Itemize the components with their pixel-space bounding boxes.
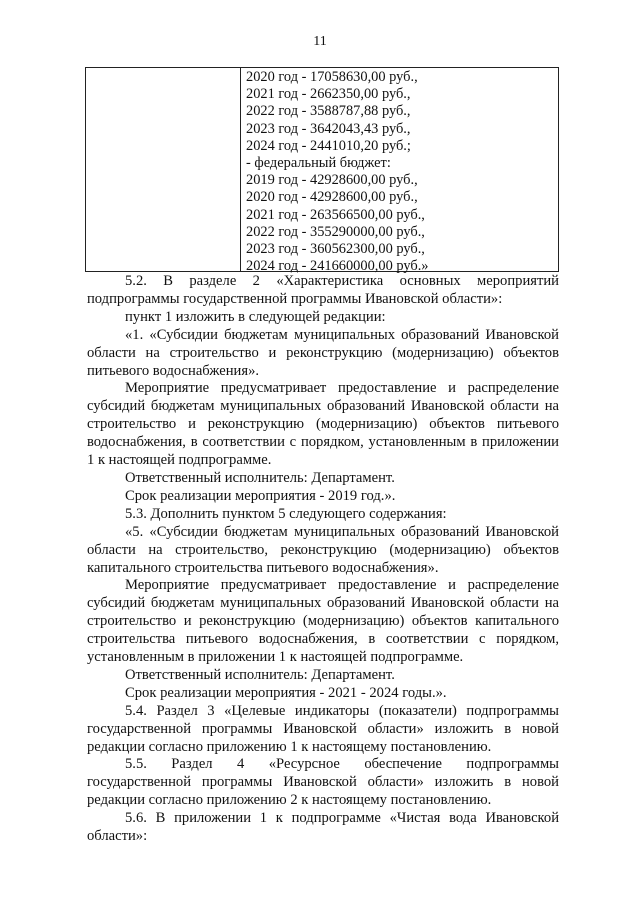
text-line: Ответственный исполнитель: Департамент.	[125, 666, 395, 683]
text-line: 5.6. В приложении 1 к подпрограмме «Чистая вода Ивановской	[125, 810, 559, 827]
table-row: 2020 год - 42928600,00 руб.,	[246, 189, 418, 206]
text-line: строительства питьевого водоснабжения, в соответствии с порядком,	[87, 631, 559, 648]
text-line: «1. «Субсидии бюджетам муниципальных образований Ивановской	[125, 326, 559, 343]
text-line: 5.4. Раздел 3 «Целевые индикаторы (показатели) подпрограммы	[125, 702, 559, 719]
table-left-cell	[86, 68, 241, 271]
text-line: 5.2. В разделе 2 «Характеристика основных мероприятий	[125, 273, 559, 289]
page-number: 11	[313, 34, 327, 49]
text-line: питьевого водоснабжения».	[87, 362, 260, 379]
text-line: области на строительство и реконструкцию (модернизацию) объектов	[87, 344, 559, 361]
table-right-cell	[241, 68, 558, 275]
table-row: 2024 год - 2441010,20 руб.;	[246, 137, 411, 154]
text-line: капитального строительства питьевого водоснабжения».	[87, 559, 439, 576]
text-line: государственной программы Ивановской области» изложить в новой	[87, 774, 559, 791]
text-line: субсидий бюджетам муниципальных образований Ивановской области на	[87, 398, 559, 415]
text-line: Мероприятие предусматривает предоставление и распределение	[125, 577, 559, 594]
text-line: редакции согласно приложению 2 к настоящему постановлению.	[87, 792, 492, 809]
table-row: 2019 год - 42928600,00 руб.,	[246, 172, 418, 189]
table-row: 2023 год - 3642043,43 руб.,	[246, 120, 411, 137]
text-line: государственной программы Ивановской области» изложить в новой	[87, 720, 559, 737]
table-row: 2022 год - 3588787,88 руб.,	[246, 103, 411, 120]
text-line: редакции согласно приложению 1 к настоящему постановлению.	[87, 738, 492, 755]
table-row: 2021 год - 263566500,00 руб.,	[246, 206, 425, 223]
budget-table	[85, 67, 559, 275]
text-line: водоснабжения, в соответствии с порядком, установленным в приложении	[87, 434, 559, 451]
text-line: установленным в приложении 1 к настоящей подпрограмме.	[87, 649, 464, 666]
text-line: пункт 1 изложить в следующей редакции:	[125, 308, 386, 325]
table-row: 2020 год - 17058630,00 руб.,	[246, 69, 418, 85]
document-body	[87, 273, 559, 846]
text-line: субсидий бюджетам муниципальных образований Ивановской области на	[87, 595, 559, 612]
text-line: 1 к настоящей подпрограмме.	[87, 452, 272, 469]
text-line: строительство и реконструкцию (модернизацию) объектов питьевого	[87, 416, 559, 433]
table-row: 2022 год - 355290000,00 руб.,	[246, 223, 425, 240]
text-line: Ответственный исполнитель: Департамент.	[125, 469, 395, 486]
table-row: 2024 год - 241660000,00 руб.»	[246, 258, 429, 275]
table-row: 2023 год - 360562300,00 руб.,	[246, 241, 425, 258]
table-row: - федеральный бюджет:	[246, 155, 391, 172]
text-line: 5.3. Дополнить пунктом 5 следующего содержания:	[125, 505, 447, 522]
text-line: «5. «Субсидии бюджетам муниципальных образований Ивановской	[125, 523, 559, 540]
text-line: области»:	[87, 828, 148, 845]
text-line: 5.5. Раздел 4 «Ресурсное обеспечение подпрограммы	[125, 756, 559, 773]
text-line: области на строительство, реконструкцию (модернизацию) объектов	[87, 541, 559, 558]
text-line: Срок реализации мероприятия - 2019 год.».	[125, 487, 396, 504]
text-line: подпрограммы государственной программы Ивановской области»:	[87, 290, 503, 307]
table-row: 2021 год - 2662350,00 руб.,	[246, 86, 411, 103]
text-line: Срок реализации мероприятия - 2021 - 2024 годы.».	[125, 684, 447, 701]
text-line: Мероприятие предусматривает предоставление и распределение	[125, 380, 559, 397]
text-line: строительство и реконструкцию (модернизацию) объектов капитального	[87, 613, 559, 630]
